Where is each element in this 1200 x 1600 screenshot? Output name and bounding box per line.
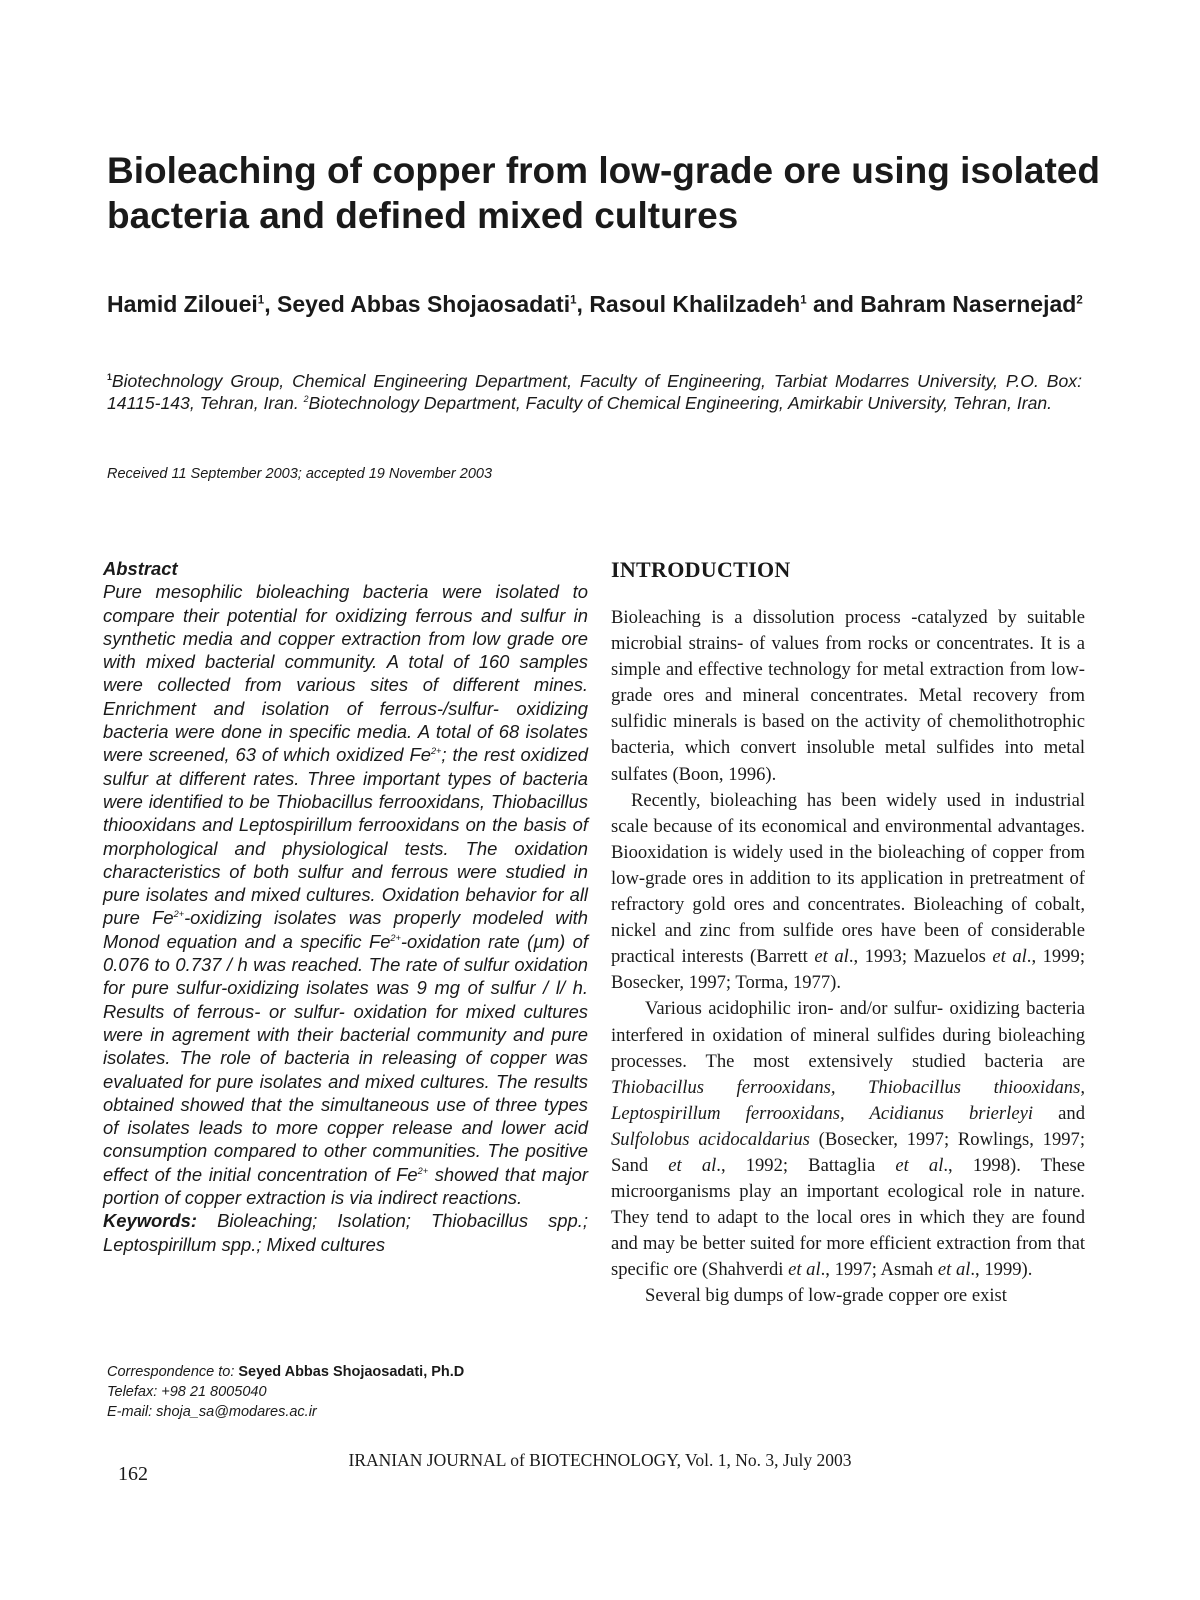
intro-text: ., 1997; Asmah [820, 1259, 938, 1281]
abstract-text: -oxidizing isolates was properly modeled with Monod equation and a specific Fe [103, 907, 588, 952]
species-names: Thiobacillus ferrooxidans, Thiobacillus thiooxidans, Leptospirillum ferrooxidans, Acidianus brierleyi [611, 1076, 1085, 1124]
affiliations [107, 370, 1082, 414]
author-affiliation-mark: 1 [800, 294, 807, 307]
intro-paragraph: Bioleaching is a dissolution process -catalyzed by suitable microbial strains- of values from rocks or concentrates. It is a simple and effective technology for metal extraction from low-grade ores and mineral concentrates. Metal recovery from sulfidic minerals is based on the activity of chemolithotrophic bacteria, which convert insoluble metal sulfides into metal sulfates (Boon, 1996). [611, 607, 1085, 785]
author-list [107, 285, 1107, 323]
abstract-text: -oxidation rate (µm) of 0.076 to 0.737 / h was reached. The rate of sulfur oxidation for pure sulfur-oxidizing isolates was 9 mg of sulfur / l/ h. Results of ferrous- or sulfur- oxidation for mixed cultures were in agrement with their bacterial community and pure isolates. The role of bacteria in releasing of copper was evaluated for pure isolates and mixed cultures. The results obtained showed that the simultaneous use of three types of isolates leads to more copper release and lower acid consumption compared to other communities. The positive effect of the initial concentration of Fe [103, 930, 588, 1185]
author-name: Hamid Zilouei [107, 291, 258, 317]
page-number: 162 [118, 1463, 148, 1485]
et-al: et al [895, 1154, 944, 1176]
keywords-label: Keywords: [103, 1210, 198, 1232]
intro-text: Various acidophilic iron- and/or sulfur- oxidizing bacteria interfered in oxidation of mineral sulfides during bioleaching processes. The most extensively studied bacteria are [611, 998, 1085, 1072]
author-separator: , [264, 291, 277, 317]
intro-text: Recently, bioleaching has been widely used in industrial scale because of its economical and environmental advantages. Biooxidation is widely used in the bioleaching of copper from low-grade ores in addition to its application in pretreatment of refractory gold ores and concentrates. Bioleaching of cobalt, nickel and zinc from sulfide ores have been of considerable practical interests (Barrett [611, 789, 1085, 968]
author-separator: and [806, 291, 861, 317]
superscript: 2+ [417, 1165, 429, 1176]
keywords-text: Bioleaching; Isolation; Thiobacillus spp.; Leptospirillum spp.; Mixed cultures [103, 1210, 588, 1255]
et-al: et al [668, 1154, 717, 1176]
author-affiliation-mark: 1 [570, 294, 577, 307]
affiliation-mark: 1 [107, 372, 112, 383]
affiliation-mark: 2 [303, 394, 309, 405]
author-affiliation-mark: 1 [257, 294, 265, 307]
paper-title: Bioleaching of copper from low-grade ore using isolated bacteria and defined mixed cultures [107, 150, 1100, 236]
superscript: 2+ [173, 909, 185, 920]
affiliation-text: Biotechnology Department, Faculty of Chemical Engineering, Amirkabir University, Tehran, Iran. [308, 393, 1053, 413]
correspondence-name: Seyed Abbas Shojaosadati, Ph.D [238, 1364, 465, 1380]
journal-footer: IRANIAN JOURNAL of BIOTECHNOLOGY, Vol. 1, No. 3, July 2003 [348, 1450, 852, 1470]
author-affiliation-mark: 2 [1076, 294, 1083, 307]
species-names: Sulfolobus acidocaldarius [611, 1128, 810, 1150]
introduction-section [611, 557, 1085, 1310]
intro-text: (Bosecker, 1997; Rowlings, 1997; Sand [611, 1128, 1086, 1176]
received-dates: Received 11 September 2003; accepted 19 November 2003 [107, 466, 493, 482]
author-separator: , [576, 291, 590, 317]
author-name: Rasoul Khalilzadeh [589, 291, 801, 317]
et-al: et al [992, 946, 1027, 968]
et-al: et al [814, 946, 849, 968]
et-al: et al [788, 1259, 821, 1281]
correspondence-email: E-mail: shoja_sa@modares.ac.ir [107, 1404, 317, 1420]
abstract-text: Pure mesophilic bioleaching bacteria were isolated to compare their potential for oxidizing ferrous and sulfur in synthetic media and copper extraction from low grade ore with mixed bacterial community. A total of 160 samples were collected from various sites of different mines. Enrichment and isolation of ferrous-/sulfur- oxidizing bacteria were done in specific media. A total of 68 isolates were screened, 63 of which oxidized Fe [103, 581, 588, 766]
author-name: Bahram Nasernejad [860, 291, 1077, 317]
abstract-body [103, 580, 588, 1209]
author-name: Seyed Abbas Shojaosadati [276, 291, 571, 317]
intro-text: and [1033, 1102, 1085, 1124]
superscript: 2+ [430, 746, 442, 757]
superscript: 2+ [390, 932, 401, 943]
abstract-section [103, 557, 588, 1256]
correspondence-label: Correspondence to: [107, 1364, 239, 1380]
correspondence-line [107, 1362, 464, 1382]
intro-text: ., 1998). These microorganisms play an important ecological role in nature. They tend to adapt to the local ores in which they are found and may be better suited for more efficient extraction from that specific ore (Shahverdi [611, 1154, 1086, 1281]
intro-paragraph: Several big dumps of low-grade copper ore exist [645, 1285, 1007, 1307]
intro-text: ., 1999; Bosecker, 1997; Torma, 1977). [611, 946, 1085, 994]
correspondence-telefax: Telefax: +98 21 8005040 [107, 1384, 267, 1400]
keywords [103, 1209, 588, 1256]
et-al: et al [937, 1259, 971, 1281]
intro-paragraph [611, 788, 1085, 997]
intro-text: ., 1999). [970, 1259, 1033, 1281]
intro-text: ., 1992; Battaglia [716, 1154, 896, 1176]
abstract-text: ; the rest oxidized sulfur at different rates. Three important types of bacteria were identified to be Thiobacillus ferrooxidans, Thiobacillus thiooxidans and Leptospirillum ferrooxidans on the basis of morphological and physiological tests. The oxidation characteristics of both sulfur and ferrous were studied in pure isolates and mixed cultures. Oxidation behavior for all pure Fe [103, 744, 589, 929]
intro-text: ., 1993; Mazuelos [848, 946, 993, 968]
abstract-text: showed that major portion of copper extraction is via indirect reactions. [103, 1163, 588, 1209]
introduction-heading: INTRODUCTION [611, 557, 791, 582]
affiliation-text: Biotechnology Group, Chemical Engineering Department, Faculty of Engineering, Tarbiat Modarres University, P.O. Box: 14115-143, Tehran, Iran. [107, 371, 1082, 413]
abstract-heading: Abstract [103, 558, 178, 579]
intro-paragraph [611, 996, 1085, 1283]
correspondence-block [107, 1362, 464, 1422]
